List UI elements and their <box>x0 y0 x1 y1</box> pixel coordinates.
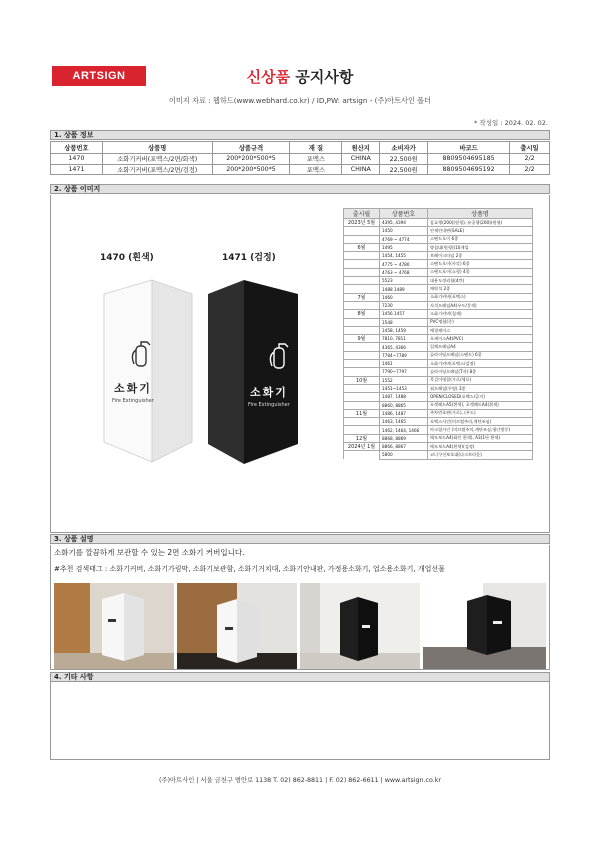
image-source-note: 이미지 자료 : 웹하드(www.webhard.co.kr) / ID,PW: artsign - (주)아트사인 폴더 <box>168 96 432 105</box>
history-month <box>344 260 380 268</box>
history-name: 스탠드포이 6종 <box>428 235 533 243</box>
history-row <box>344 318 533 326</box>
col-header: 상품번호 <box>380 209 428 219</box>
history-month <box>344 401 380 409</box>
cell: 2/2 <box>510 164 550 175</box>
history-row <box>344 409 533 417</box>
cell: 소화기커버(포맥스/2면/화색) <box>102 154 212 165</box>
history-row <box>344 443 533 451</box>
history-row <box>344 268 533 276</box>
history-code: 8860, 8865 <box>380 401 428 409</box>
cell: 8809504695185 <box>428 154 510 165</box>
title-rest: 공지사항 <box>295 68 354 86</box>
history-code: 1460 <box>380 293 428 301</box>
history-month: 10월 <box>344 376 380 384</box>
history-row <box>344 401 533 409</box>
cell: 22,500원 <box>380 154 428 165</box>
footer: (주)아트사인 | 서울 금천구 범안로 1138 T. 02) 862-8811 | F. 02) 862-6611 | www.artsign.co.kr <box>159 777 441 784</box>
history-name: 월프레임(투명) 3종 <box>428 384 533 392</box>
history-name: 예경케이스 <box>428 326 533 334</box>
history-month: 11월 <box>344 409 380 417</box>
white-cover-text: 소화기 <box>114 382 152 395</box>
history-row <box>344 426 533 434</box>
history-name: OPEN/CLOSED(포맥스/골지) <box>428 393 533 401</box>
history-month <box>344 252 380 260</box>
black-cover-text: 소화기 <box>250 386 288 399</box>
white-cover-svg <box>100 272 194 472</box>
history-code: 1548 <box>380 318 428 326</box>
history-month <box>344 227 380 235</box>
history-code: 5800 <box>380 451 428 459</box>
col-header: 재 질 <box>290 142 342 154</box>
history-name: 포켓패드A5(흰색), 포켓패드A4(흰색) <box>428 401 533 409</box>
white-cover-subtext: Fire Extinguisher <box>112 398 154 404</box>
history-code: 1488 1489 <box>380 285 428 293</box>
history-month: 9월 <box>344 335 380 343</box>
history-code: 1458, 1459 <box>380 326 428 334</box>
artsign-logo: ARTSIGN <box>52 66 146 86</box>
history-name: 주차번호판(가로), (우드) <box>428 409 533 417</box>
created-date: * 작성일 : 2024. 02. 02. <box>474 119 548 127</box>
history-code: 7230 <box>380 301 428 309</box>
history-code: 8866, 8867 <box>380 443 428 451</box>
black-cover-svg <box>206 272 300 472</box>
history-row <box>344 277 533 285</box>
history-code: 4365, 4366 <box>380 343 428 351</box>
history-name: 스탠드포이(사각) 6종 <box>428 260 533 268</box>
history-month: 12월 <box>344 434 380 442</box>
history-row <box>344 368 533 376</box>
history-row <box>344 343 533 351</box>
history-row <box>344 235 533 243</box>
history-name: 안제안내판(SALE) <box>428 227 533 235</box>
history-code: 1451~1453 <box>380 384 428 392</box>
history-month <box>344 384 380 392</box>
table-row <box>51 164 550 175</box>
history-code: 1454, 1455 <box>380 252 428 260</box>
history-month <box>344 301 380 309</box>
history-name: 자석프레임A4(우드/갈색) <box>428 301 533 309</box>
history-month <box>344 368 380 376</box>
history-code: 1456 1457 <box>380 310 428 318</box>
history-row <box>344 252 533 260</box>
etc-area <box>50 682 550 760</box>
history-month <box>344 318 380 326</box>
history-code: 1461 <box>380 360 428 368</box>
section-description-header: 3. 상품 설명 <box>50 534 550 544</box>
black-cover-subtext: Fire Extinguisher <box>248 402 290 408</box>
history-code: 4763 ~ 4768 <box>380 268 428 276</box>
section-etc-header: 4. 기타 사항 <box>50 672 550 682</box>
history-code: 4395, 4394 <box>380 219 428 227</box>
black-cover-image <box>206 272 300 472</box>
history-month: 6월 <box>344 243 380 251</box>
history-code: 1495 <box>380 243 428 251</box>
history-month <box>344 268 380 276</box>
col-header: 상품규격 <box>212 142 290 154</box>
history-month <box>344 418 380 426</box>
history-row <box>344 243 533 251</box>
history-name: 포케이스A4(PVC) <box>428 335 533 343</box>
history-month <box>344 393 380 401</box>
history-month <box>344 360 380 368</box>
product-photo-1 <box>54 583 174 669</box>
history-row <box>344 326 533 334</box>
history-row <box>344 351 533 359</box>
release-history-table <box>343 208 533 460</box>
history-code: 8868, 8869 <box>380 434 428 442</box>
history-month: 2023년 5월 <box>344 219 380 227</box>
col-header: 바코드 <box>428 142 510 154</box>
history-month: 7월 <box>344 293 380 301</box>
label-black: 1471 (검정) <box>222 253 276 263</box>
history-name: 코너쿠션보호대(다크브라운) <box>428 451 533 459</box>
col-header: 상품명 <box>102 142 212 154</box>
page-title <box>0 66 600 87</box>
product-info-table <box>50 141 550 175</box>
cell: 8809504695192 <box>428 164 510 175</box>
label-white: 1470 (흰색) <box>100 253 154 263</box>
history-name: 입체프레임A4 <box>428 343 533 351</box>
history-month <box>344 451 380 459</box>
history-code: 1487, 1488 <box>380 393 428 401</box>
cell: 포맥스 <box>290 164 342 175</box>
history-name: 메모보드A4(화인 흰색), A3(1단 흰색) <box>428 434 533 442</box>
table-row <box>51 154 550 165</box>
history-row <box>344 434 533 442</box>
history-row <box>344 393 533 401</box>
history-row <box>344 335 533 343</box>
history-code: 7790~7797 <box>380 368 428 376</box>
history-name: 포맥스사인(미끄럼주의,계단조심) <box>428 418 533 426</box>
cell: 200*200*500*5 <box>212 154 290 165</box>
history-name: 소화기커버(포맥스) <box>428 293 533 301</box>
history-name: 음료행(200)(원형), 유공행(200)(원형) <box>428 219 533 227</box>
history-month <box>344 277 380 285</box>
history-month <box>344 426 380 434</box>
history-name: 대용도정리함(4칸) <box>428 277 533 285</box>
col-header: 상품명 <box>428 209 533 219</box>
history-name: 소화기커버(철재) <box>428 310 533 318</box>
white-cover-image <box>100 272 194 472</box>
history-code: 4769 ~ 4774 <box>380 235 428 243</box>
history-name: 아크릴사인 (미끄럼주의,계단조심,냉난방중) <box>428 426 533 434</box>
col-header: 상품번호 <box>51 142 103 154</box>
col-header: 출시월 <box>344 209 380 219</box>
history-month: 2024년 1월 <box>344 443 380 451</box>
product-photo-4 <box>423 583 546 669</box>
history-row <box>344 376 533 384</box>
history-row <box>344 285 533 293</box>
cell: 200*200*500*5 <box>212 164 290 175</box>
history-row <box>344 451 533 459</box>
cell: 포맥스 <box>290 154 342 165</box>
history-code: 1463, 1465 <box>380 418 428 426</box>
title-highlight: 신상품 <box>246 68 291 86</box>
col-header: 출시일 <box>510 142 550 154</box>
cell: 22,500원 <box>380 164 428 175</box>
history-code: 7784~7789 <box>380 351 428 359</box>
history-row <box>344 310 533 318</box>
cell: 소화기커버(포맥스/2면/검정) <box>102 164 212 175</box>
product-photo-3 <box>300 583 420 669</box>
history-row <box>344 418 533 426</box>
history-row <box>344 301 533 309</box>
section-product-info-header: 1. 상품 정보 <box>50 130 550 140</box>
history-row <box>344 360 533 368</box>
history-month <box>344 235 380 243</box>
history-name: 방칠대(원형)(10개입 <box>428 243 533 251</box>
product-photo-2 <box>177 583 297 669</box>
history-name: 소화기커버(포맥스/검정) <box>428 360 533 368</box>
cell: 1470 <box>51 154 103 165</box>
history-month <box>344 326 380 334</box>
history-code: 7810, 7811 <box>380 335 428 343</box>
history-name: 목걸이명찰(가로/세로) <box>428 376 533 384</box>
history-name: 메모보드A4(흰색)(검정) <box>428 443 533 451</box>
history-code: 4775 ~ 4780 <box>380 260 428 268</box>
history-name: 스탠드포이(소형) 4종 <box>428 268 533 276</box>
history-row <box>344 260 533 268</box>
cell: 2/2 <box>510 154 550 165</box>
history-month <box>344 351 380 359</box>
history-code: 5523 <box>380 277 428 285</box>
history-row <box>344 219 533 227</box>
history-row <box>344 227 533 235</box>
search-tags: #추천 검색태그 : 소화기커버, 소화기가림막, 소화기보관함, 소화기거치대, 소화기안내판, 가정용소화기, 업소용소화기, 개업선물 <box>54 565 445 573</box>
history-month <box>344 343 380 351</box>
cell: CHINA <box>342 164 380 175</box>
col-header: 원산지 <box>342 142 380 154</box>
history-name: 슬라이딩프레임(T자) 8종 <box>428 368 533 376</box>
history-code: 1462, 1464, 1466 <box>380 426 428 434</box>
history-code: 1552 <box>380 376 428 384</box>
cell: 1471 <box>51 164 103 175</box>
history-code: 1486, 1487 <box>380 409 428 417</box>
history-row <box>344 384 533 392</box>
history-month <box>344 285 380 293</box>
history-code: 1450 <box>380 227 428 235</box>
cell: CHINA <box>342 154 380 165</box>
history-month: 8월 <box>344 310 380 318</box>
history-row <box>344 293 533 301</box>
history-name: 슬라이딩프레임(스탠드) 6종 <box>428 351 533 359</box>
section-product-image-header: 2. 상품 이미지 <box>50 184 550 194</box>
history-name: PVC명함(중) <box>428 318 533 326</box>
col-header: 소비자가 <box>380 142 428 154</box>
history-name: 브레이크타임 2종 <box>428 252 533 260</box>
product-description: 소화기를 깔끔하게 보관할 수 있는 2면 소화기 커버입니다. <box>54 548 245 557</box>
history-name: 매약석 2종 <box>428 285 533 293</box>
